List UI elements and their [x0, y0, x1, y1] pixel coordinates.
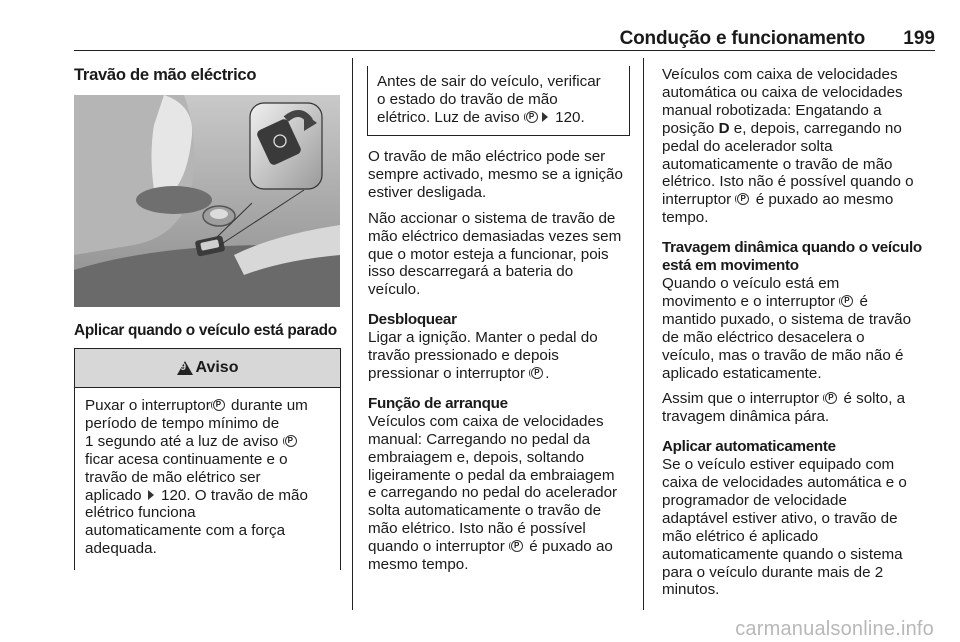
warning-triangle-icon — [177, 361, 193, 375]
paragraph: Aplicar automaticamente Se o veículo estiver equipado com caixa de velocidades automática e o programador de velocidade adaptável estiver ativo, o travão de mão elétrico é aplicado automaticamente quando o sistema para o veículo durante mais de 2 minutos. — [662, 438, 937, 599]
paragraph: Não accionar o sistema de travão de mão eléctrico demasiadas vezes sem que o motor esteja a funcionar, pois isso descarregará a bateria do veículo. — [368, 209, 622, 299]
warning-line: automaticamente com a força — [85, 522, 286, 540]
heading-dynamic-braking: Travagem dinâmica quando o veículo está em movimento — [662, 239, 922, 275]
column-2 — [368, 148, 636, 582]
warning-line: durante um — [226, 397, 308, 414]
warning-line: travão de mão elétrico ser — [85, 468, 261, 486]
warning-line: período de tempo mínimo de — [85, 414, 280, 432]
heading-start-function: Função de arranque — [368, 394, 508, 412]
header-rule — [74, 50, 935, 51]
paragraph: Veículos com caixa de velocidades automática ou caixa de velocidades manual robotizada: Engatando a posição D e, depois, carregando no pedal do acelerador solta automaticamente o travão de mão elétrico. Isto não é possível quando o interruptor P é puxado ao mesmo tempo. — [662, 66, 937, 227]
parking-brake-icon — [531, 367, 543, 379]
caution-line: o estado do travão de mão — [377, 90, 558, 108]
caution-line: 120. — [550, 108, 585, 126]
warning-line: adequada. — [85, 540, 157, 558]
page-reference-arrow-icon — [148, 490, 154, 500]
column-3 — [662, 66, 937, 607]
parking-brake-icon — [285, 435, 297, 447]
warning-line: aplicado — [85, 486, 142, 504]
watermark: carmanualsonline.info — [735, 618, 934, 640]
page-number: 199 — [903, 28, 935, 49]
page-reference-arrow-icon — [542, 112, 548, 122]
section-title: Condução e funcionamento — [619, 28, 865, 49]
parking-brake-icon — [825, 392, 837, 404]
caution-line: elétrico. Luz de aviso — [377, 108, 520, 126]
warning-label: Aviso — [195, 359, 239, 376]
column-divider-2 — [643, 58, 644, 610]
warning-text — [75, 388, 340, 558]
heading-auto-apply: Aplicar automaticamente — [662, 438, 836, 456]
warning-header — [75, 348, 340, 388]
paragraph: Desbloquear Ligar a ignição. Manter o pedal do travão pressionado e depois pressionar o interruptor P . — [368, 311, 636, 383]
console-photo — [74, 95, 340, 307]
parking-brake-icon — [511, 540, 523, 552]
warning-line: 1 segundo até a luz de aviso — [85, 432, 279, 450]
warning-line: Puxar o interruptor — [85, 397, 211, 414]
paragraph: Travagem dinâmica quando o veículo está em movimento Quando o veículo está em movimento e o interruptor P é mantido puxado, o sistema de travão de mão eléctrico desacelera o veículo, mas o travão de mão não é aplicado estaticamente. — [662, 239, 937, 382]
caution-box — [367, 66, 630, 136]
subheading-parked: Aplicar quando o veículo está parado — [74, 322, 337, 339]
warning-line: 120. O travão de mão — [156, 486, 308, 504]
heading-release: Desbloquear — [368, 311, 457, 329]
parking-brake-icon — [526, 111, 538, 123]
caution-line: Antes de sair do veículo, verificar — [377, 73, 601, 90]
warning-line: elétrico funciona — [85, 504, 196, 522]
parking-brake-illustration — [74, 95, 340, 307]
paragraph: Função de arranque Veículos com caixa de velocidades manual: Carregando no pedal da embraiagem e, depois, soltando ligeiramente o pedal da embraiagem e carregando no pedal do acelerador solta automaticamente o travão de mão elétrico. Isto não é possível quando o interruptor P é puxado ao mesmo tempo. — [368, 395, 636, 574]
column-divider-1 — [352, 58, 353, 610]
section-heading: Travão de mão eléctrico — [74, 65, 257, 84]
warning-box — [74, 348, 341, 570]
column-1-subheading — [74, 322, 344, 340]
parking-brake-icon — [737, 193, 749, 205]
paragraph: O travão de mão eléctrico pode ser sempre activado, mesmo se a ignição estiver desligada. — [368, 148, 623, 201]
parking-brake-icon — [213, 399, 225, 411]
warning-line: ficar acesa continuamente e o — [85, 450, 288, 468]
paragraph: Assim que o interruptor P é solto, a travagem dinâmica pára. — [662, 390, 937, 426]
column-1 — [74, 66, 340, 84]
gear-position-d: D — [718, 119, 730, 137]
parking-brake-icon — [841, 295, 853, 307]
